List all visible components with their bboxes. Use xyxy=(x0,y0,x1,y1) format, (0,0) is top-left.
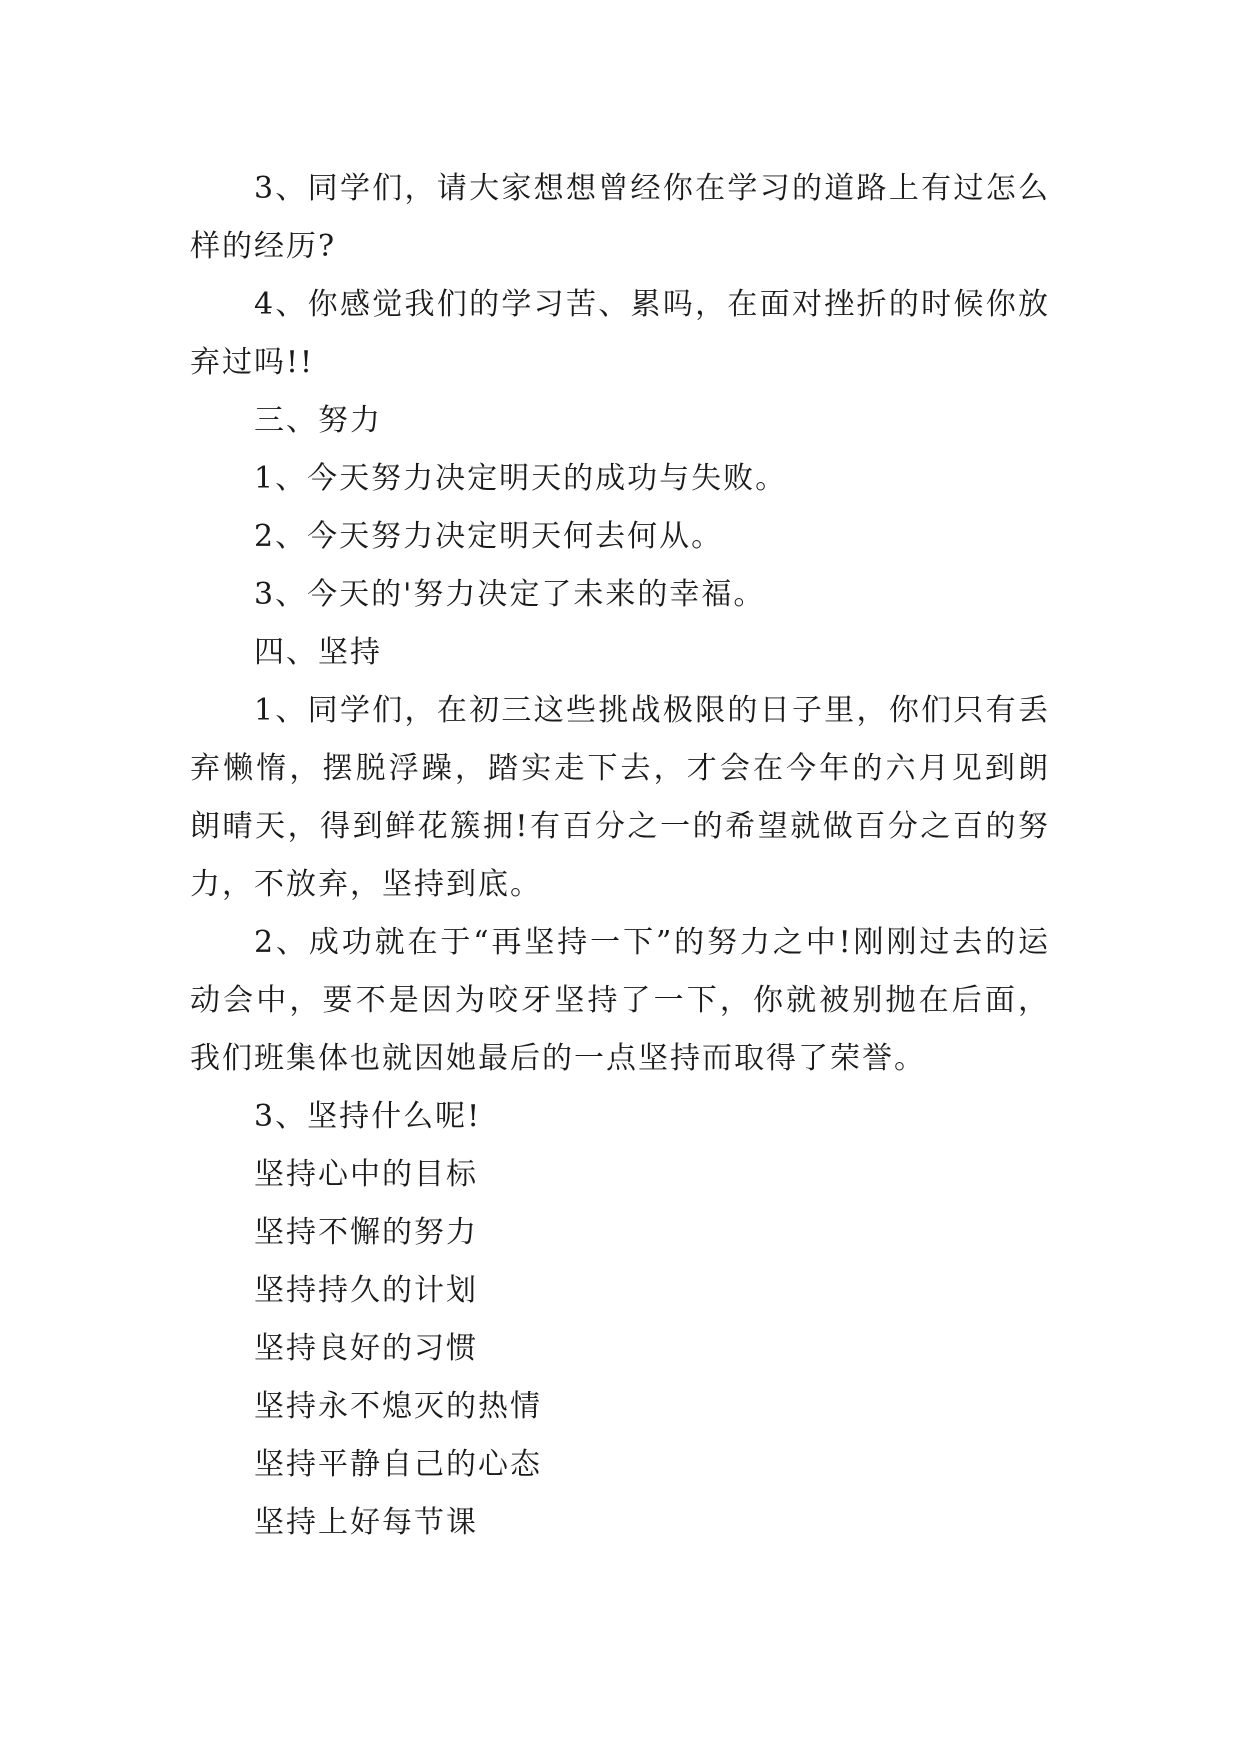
persist-plan: 坚持持久的计划 xyxy=(254,1273,478,1308)
persist-mindset: 坚持平静自己的心态 xyxy=(254,1447,542,1482)
persist-class: 坚持上好每节课 xyxy=(254,1505,478,1540)
persist-item-3: 3、坚持什么呢! xyxy=(254,1099,482,1134)
persist-item-1: 1、同学们，在初三这些挑战极限的日子里，你们只有丢弃懒惰，摆脱浮躁，踏实走下去，才会在今年的六月见到朗朗晴天，得到鲜花簇拥!有百分之一的希望就做百分之百的努力，不放弃，坚持到底。 xyxy=(190,693,1050,902)
section-3-heading: 三、努力 xyxy=(254,403,382,438)
effort-item-1: 1、今天努力决定明天的成功与失败。 xyxy=(254,461,788,496)
persist-passion: 坚持永不熄灭的热情 xyxy=(254,1389,542,1424)
effort-item-3: 3、今天的'努力决定了未来的幸福。 xyxy=(254,577,766,612)
persist-habit: 坚持良好的习惯 xyxy=(254,1331,478,1366)
persist-effort: 坚持不懈的努力 xyxy=(254,1215,478,1250)
effort-item-2: 2、今天努力决定明天何去何从。 xyxy=(254,519,724,554)
document-body xyxy=(190,160,1050,1552)
persist-goal: 坚持心中的目标 xyxy=(254,1157,478,1192)
section-4-heading: 四、坚持 xyxy=(254,635,382,670)
question-3-paragraph: 3、同学们，请大家想想曾经你在学习的道路上有过怎么样的经历? xyxy=(190,171,1050,264)
question-4-paragraph: 4、你感觉我们的学习苦、累吗，在面对挫折的时候你放弃过吗!! xyxy=(190,287,1050,380)
persist-item-2: 2、成功就在于“再坚持一下”的努力之中!刚刚过去的运动会中，要不是因为咬牙坚持了一下，你就被别抛在后面，我们班集体也就因她最后的一点坚持而取得了荣誉。 xyxy=(190,925,1050,1076)
